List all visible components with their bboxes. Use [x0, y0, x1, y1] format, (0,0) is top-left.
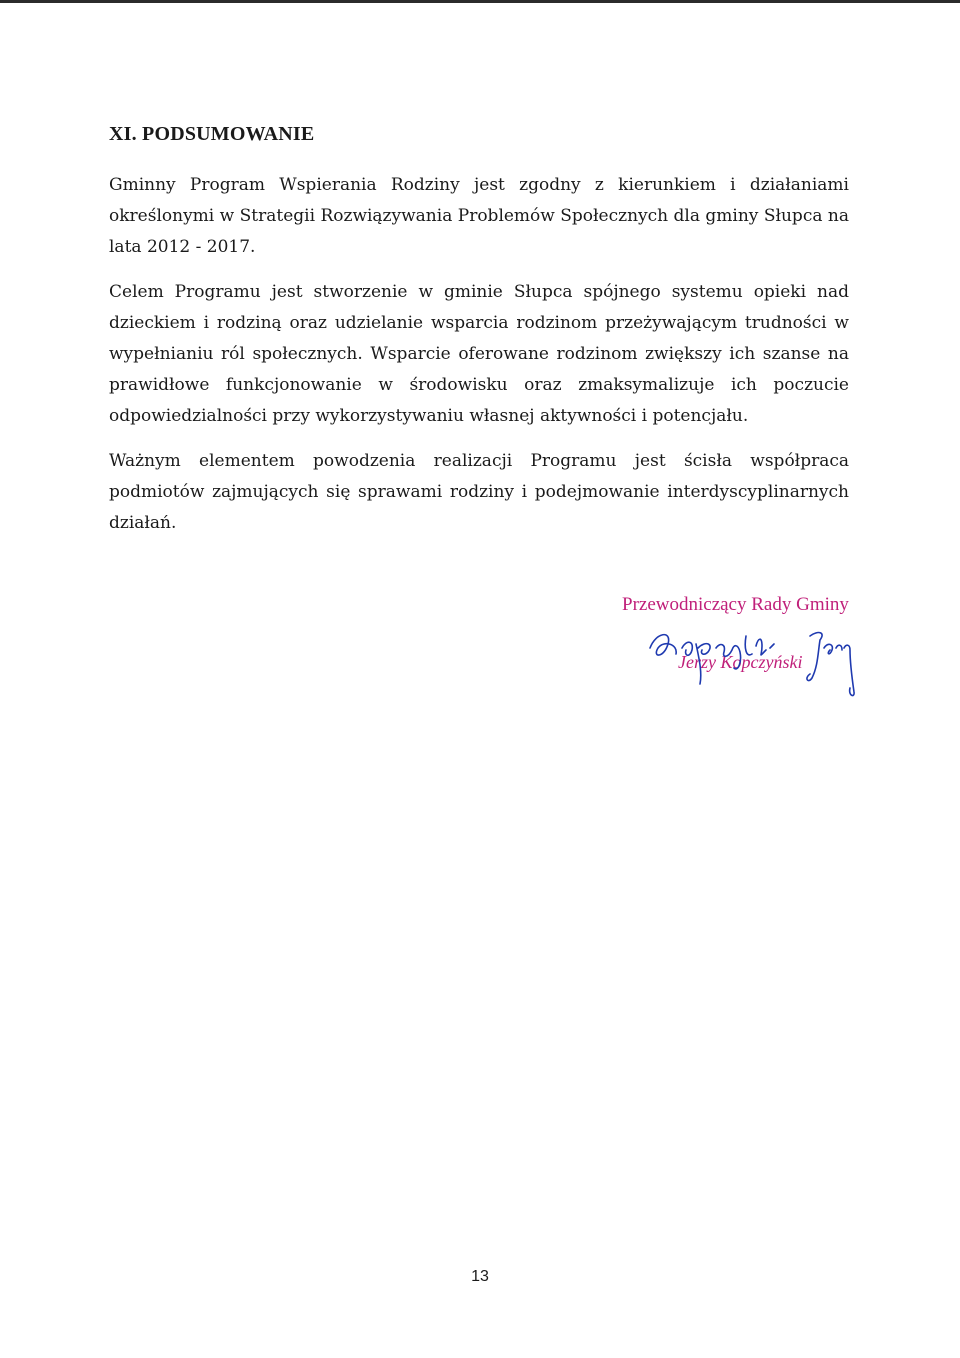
stamp-name: Jerzy Kopczyński	[678, 652, 803, 672]
handwritten-signature	[642, 618, 872, 698]
scan-top-edge	[0, 0, 960, 3]
section-heading: XI. PODSUMOWANIE	[109, 123, 315, 145]
page-number: 13	[471, 1268, 489, 1285]
official-stamp	[622, 594, 882, 694]
stamp-title: Przewodniczący Rady Gminy	[622, 594, 849, 615]
document-body	[109, 123, 849, 553]
paragraph-1: Gminny Program Wspierania Rodziny jest zgodny z kierunkiem i działaniami określonymi w Strategii Rozwiązywania Problemów Społecznych dla gminy Słupca na lata 2012 - 2017.	[109, 175, 849, 257]
paragraph-3: Ważnym elementem powodzenia realizacji Programu jest ścisła współpraca podmiotów zajmujących się sprawami rodziny i podejmowanie interdyscyplinarnych działań.	[109, 451, 849, 533]
paragraph-2: Celem Programu jest stworzenie w gminie Słupca spójnego systemu opieki nad dzieckiem i rodziną oraz udzielanie wsparcia rodzinom przeżywającym trudności w wypełnianiu ról społecznych. Wsparcie oferowane rodzinom zwiększy ich szanse na prawidłowe funkcjonowanie w środowisku oraz zmaksymalizuje ich poczucie odpowiedzialności przy wykorzystywaniu własnej aktywności i potencjału.	[109, 282, 849, 426]
